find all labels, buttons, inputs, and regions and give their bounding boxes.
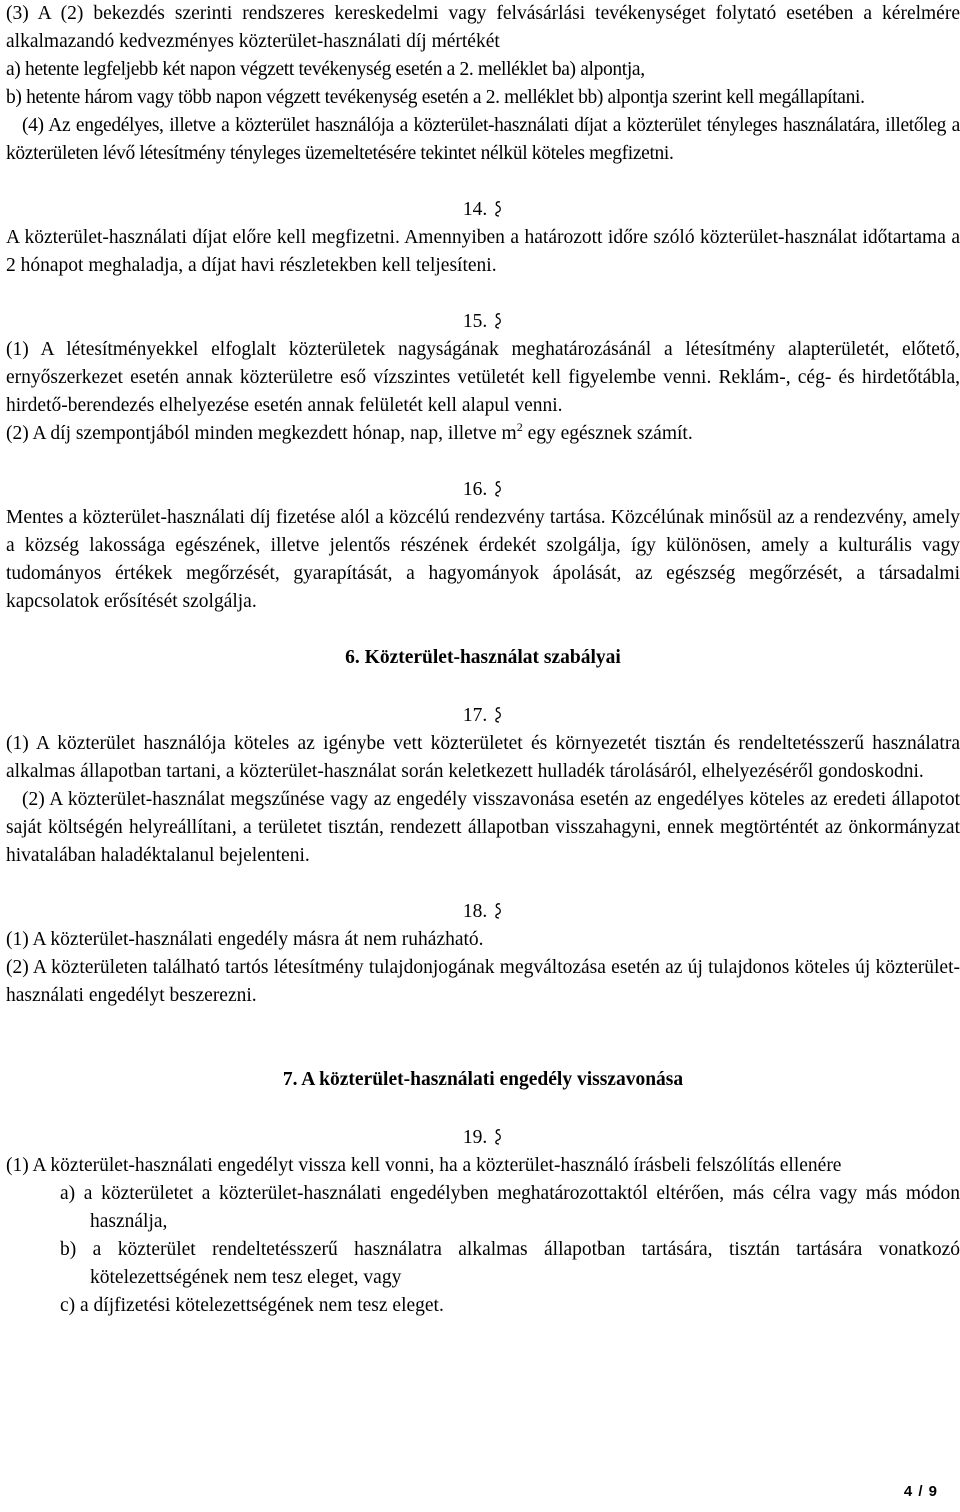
section-sign-icon — [493, 1128, 503, 1144]
section-sign-icon — [493, 480, 503, 496]
section-14-number: 14. — [462, 199, 488, 220]
section-17-paragraph-2: (2) A közterület-használat megszűnése vagy az engedély visszavonása esetén az engedélyes köteles az eredeti állapotot saját költségén helyreállítani, a területet tisztán, rendezett állapotban visszahagyni, ennek megtörténtét az önkormányzat hivatalában haladéktalanul bejelenteni. — [6, 789, 960, 866]
section-19-item-b: b) a közterület rendeltetésszerű használatra alkalmas állapotban tartására, tisztán tartására vonatkozó kötelezettségének nem tesz eleget, vagy — [60, 1239, 960, 1288]
section-14-header — [6, 196, 960, 224]
section-19-list — [6, 1180, 960, 1320]
section-15-number: 15. — [462, 311, 488, 332]
section-19-header — [6, 1124, 960, 1152]
paragraph-3: (3) A (2) bekezdés szerinti rendszeres kereskedelmi vagy felvásárlási tevékenységet folytató esetében a kérelmére alkalmazandó kedvezményes közterület-használati díj mértékét — [6, 3, 960, 52]
section-16-header — [6, 476, 960, 504]
page-number: 4 / 9 — [903, 1483, 938, 1500]
section-15-p2-tail: egy egésznek számít. — [522, 423, 693, 444]
section-sign-icon — [493, 312, 503, 328]
section-15-p2-text: (2) A díj szempontjából minden megkezdett hónap, nap, illetve m — [6, 423, 517, 444]
section-16-number: 16. — [462, 479, 488, 500]
section-18-paragraph-1: (1) A közterület-használati engedély másra át nem ruházható. — [6, 929, 484, 950]
chapter-6-title: 6. Közterület-használat szabályai — [345, 647, 621, 668]
section-17-header — [6, 702, 960, 730]
section-19-item-c: c) a díjfizetési kötelezettségének nem tesz eleget. — [60, 1295, 444, 1316]
section-15-paragraph-2 — [6, 420, 960, 448]
chapter-7-title: 7. A közterület-használati engedély visszavonása — [282, 1069, 684, 1090]
section-sign-icon — [493, 706, 503, 722]
section-19-number: 19. — [462, 1127, 488, 1148]
section-17-paragraph-1: (1) A közterület használója köteles az igénybe vett közterületet és környezetét tisztán és rendeltetésszerű használatra alkalmas állapotban tartani, a közterület-használat során keletkezett hulladék tárolásáról, elhelyezéséről gondoskodni. — [6, 733, 960, 782]
section-sign-icon — [493, 200, 503, 216]
section-15-paragraph-1: (1) A létesítményekkel elfoglalt közterületek nagyságának meghatározásánál a létesítmény alapterületét, előtető, ernyőszerkezet esetén annak közterületre eső vízszintes vetületét kell figyelembe venni. Reklám-, cég- és hirdetőtábla, hirdető-berendezés elhelyezése esetén annak felületét kell alapul venni. — [6, 339, 960, 416]
document-page — [6, 0, 960, 1320]
section-17-number: 17. — [462, 705, 488, 726]
superscript: 2 — [516, 420, 523, 434]
section-16-text: Mentes a közterület-használati díj fizetése alól a közcélú rendezvény tartása. Közcélúnak minősül az a rendezvény, amely a község lakossága egészének, illetve jelentős részének érdekét szolgálja, így különösen, amely a kulturális vagy tudományos értékek megőrzését, gyarapítását, a hagyományok ápolását, az egészség megőrzését, a társadalmi kapcsolatok erősítését szolgálja. — [6, 507, 960, 612]
section-18-header — [6, 898, 960, 926]
paragraph-4: (4) Az engedélyes, illetve a közterület használója a közterület-használati díjat a közterület tényleges használatára, illetőleg a közterületen lévő létesítmény tényleges üzemeltetésére tekintet nélkül köteles megfizetni. — [6, 115, 960, 164]
section-sign-icon — [493, 902, 503, 918]
item-a: a) hetente legfeljebb két napon végzett tevékenység esetén a 2. melléklet ba) alpontja, — [6, 59, 645, 80]
section-19-paragraph-1: (1) A közterület-használati engedélyt vissza kell vonni, ha a közterület-használó írásbeli felszólítás ellenére — [6, 1155, 842, 1176]
section-14-text: A közterület-használati díjat előre kell megfizetni. Amennyiben a határozott időre szóló közterület-használat időtartama a 2 hónapot meghaladja, a díjat havi részletekben kell teljesíteni. — [6, 227, 960, 276]
section-18-paragraph-2: (2) A közterületen található tartós létesítmény tulajdonjogának megváltozása esetén az új tulajdonos köteles új közterület-használati engedélyt beszerezni. — [6, 957, 960, 1006]
section-15-header — [6, 308, 960, 336]
section-19-item-a: a) a közterületet a közterület-használati engedélyben meghatározottaktól eltérően, más célra vagy más módon használja, — [60, 1183, 960, 1232]
section-18-number: 18. — [462, 901, 488, 922]
item-b: b) hetente három vagy több napon végzett tevékenység esetén a 2. melléklet bb) alpontja szerint kell megállapítani. — [6, 87, 865, 108]
